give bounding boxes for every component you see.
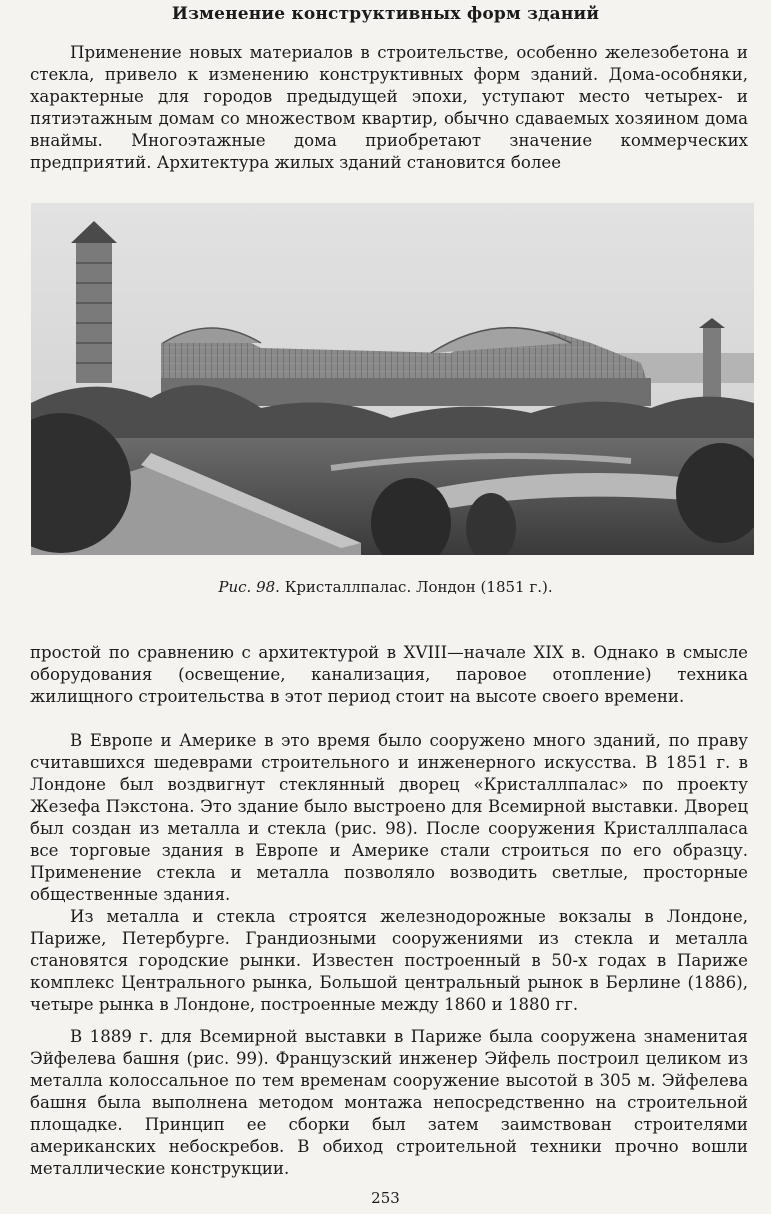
page-number: 253 xyxy=(371,1189,400,1207)
body-paragraph-1: простой по сравнению с архитектурой в XVIII—начале XIX в. Однако в смысле оборудования (освещение, канализация, паровое отопление) техника жилищного строительства в этот период стоит на высоте своего времени. xyxy=(30,643,748,706)
body-paragraph-2: В Европе и Америке в это время было сооружено много зданий, по праву считавшихся шедеврами строительного и инженерного искусства. В 1851 г. в Лондоне был воздвигнут стеклянный дворец «Кристаллпалас» по проекту Жезефа Пэкстона. Это здание было выстроено для Всемирной выставки. Дворец был создан из металла и стекла (рис. 98). После сооружения Кристаллпаласа все торговые здания в Европе и Америке стали строиться по его образцу. Применение стекла и металла позволяло возводить светлые, просторные общественные здания. xyxy=(30,731,748,904)
figure-caption-text: Кристаллпалас. Лондон (1851 г.). xyxy=(284,578,553,596)
figure-caption xyxy=(0,578,771,596)
section-heading: Изменение конструктивных форм зданий xyxy=(171,4,600,24)
figure-label: Рис. 98. xyxy=(218,578,280,596)
body-paragraph-3: Из металла и стекла строятся железнодорожные вокзалы в Лондоне, Париже, Петербурге. Грандиозными сооружениями из стекла и металла становятся городские рынки. Известен построенный в 50-х годах в Париже комплекс Центрального рынка, Большой центральный рынок в Берлине (1886), четыре рынка в Лондоне, построенные между 1860 и 1880 гг. xyxy=(30,907,748,1014)
crystal-palace-photo xyxy=(31,203,754,555)
intro-paragraph: Применение новых материалов в строительстве, особенно железобетона и стекла, привело к изменению конструктивных форм зданий. Дома-особняки, характерные для городов предыдущей эпохи, уступают место четырех- и пятиэтажным домам со множеством квартир, обычно сдаваемых хозяином дома внаймы. Многоэтажные дома приобретают значение коммерческих предприятий. Архитектура жилых зданий становится более xyxy=(30,43,748,172)
body-paragraph-4: В 1889 г. для Всемирной выставки в Париже была сооружена знаменитая Эйфелева башня (рис. 99). Французский инженер Эйфель построил целиком из металла колоссальное по тем временам сооружение высотой в 305 м. Эйфелева башня была выполнена методом монтажа непосредственно на строительной площадке. Принцип ее сборки был затем заимствован строителями американских небоскребов. В обиход строительной техники прочно вошли металлические конструкции. xyxy=(30,1027,748,1178)
